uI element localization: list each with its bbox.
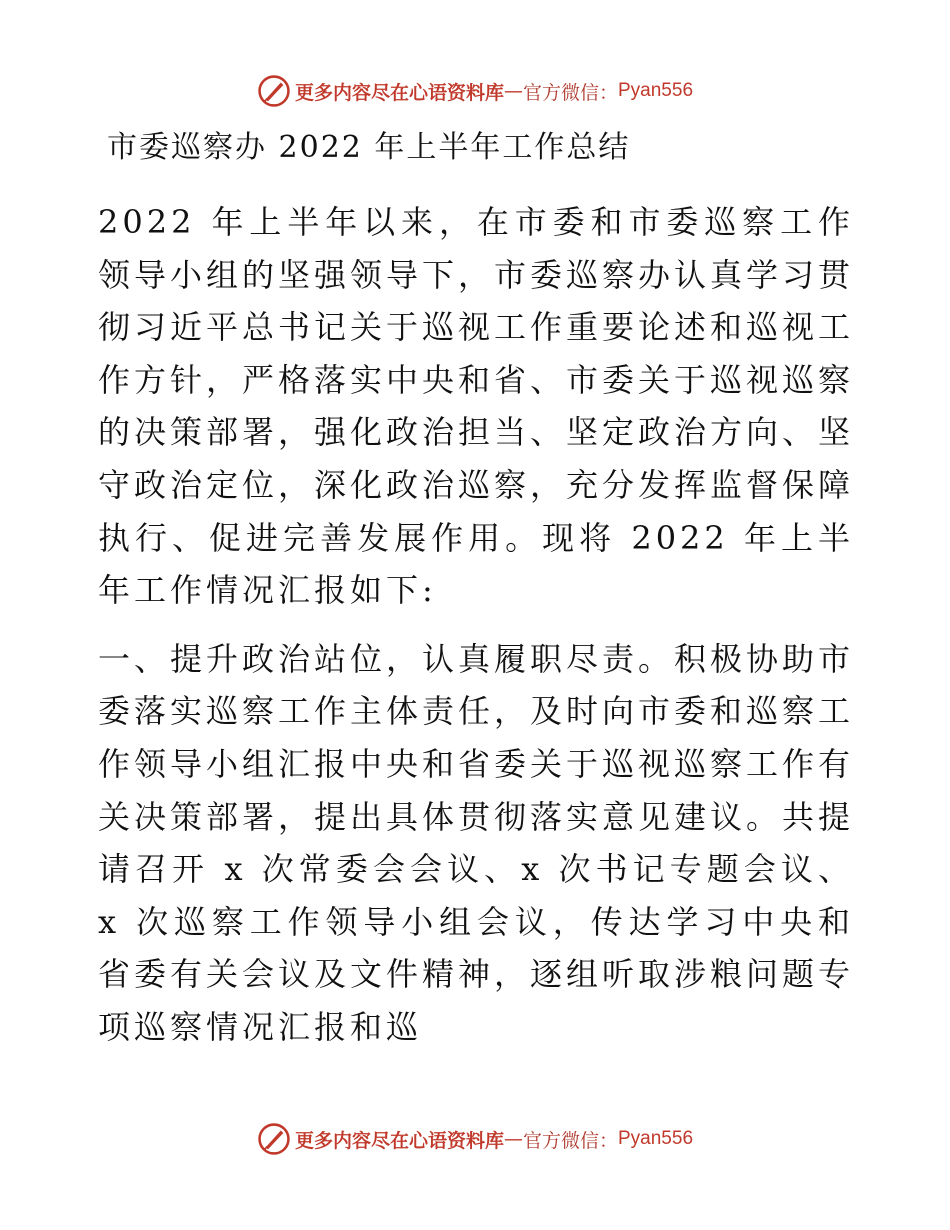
paragraph-section-one: 一、提升政治站位，认真履职尽责。积极协助市委落实巡察工作主体责任，及时向市委和巡察工作领导小组汇报中央和省委关于巡视巡察工作有关决策部署，提出具体贯彻落实意见建议。共提请召开 x 次常委会会议、x 次书记专题会议、x 次巡察工作领导小组会议，传达学习中央和省委有关会议及文件精神，逐组听取涉粮问题专项巡察情况汇报和巡 xyxy=(98,639,855,1046)
document-body xyxy=(98,196,854,1054)
header-watermark xyxy=(0,74,950,108)
feather-pen-logo-icon xyxy=(257,1122,291,1156)
paragraph-intro: 2022 年上半年以来，在市委和市委巡察工作领导小组的坚强领导下，市委巡察办认真学习贯彻习近平总书记关于巡视工作重要论述和巡视工作方针，严格落实中央和省、市委关于巡视巡察的决策部署，强化政治担当、坚定政治方向、坚守政治定位，深化政治巡察，充分发挥监督保障执行、促进完善发展作用。现将 2022 年上半年工作情况汇报如下: xyxy=(98,203,855,610)
watermark-official-label: 官方微信： xyxy=(522,81,618,104)
watermark-wechat-id: Pyan556 xyxy=(618,80,694,101)
watermark-text: 更多内容尽在心语资料库 xyxy=(294,1129,504,1152)
document-title: 市委巡察办 2022 年上半年工作总结 xyxy=(107,130,631,165)
footer-watermark xyxy=(0,1122,950,1156)
watermark-official-label: 官方微信： xyxy=(522,1129,618,1152)
watermark-dash: — xyxy=(503,80,523,102)
feather-pen-logo-icon xyxy=(257,74,291,108)
watermark-text: 更多内容尽在心语资料库 xyxy=(294,81,504,104)
watermark-dash: — xyxy=(503,1128,523,1150)
watermark-wechat-id: Pyan556 xyxy=(618,1128,694,1149)
